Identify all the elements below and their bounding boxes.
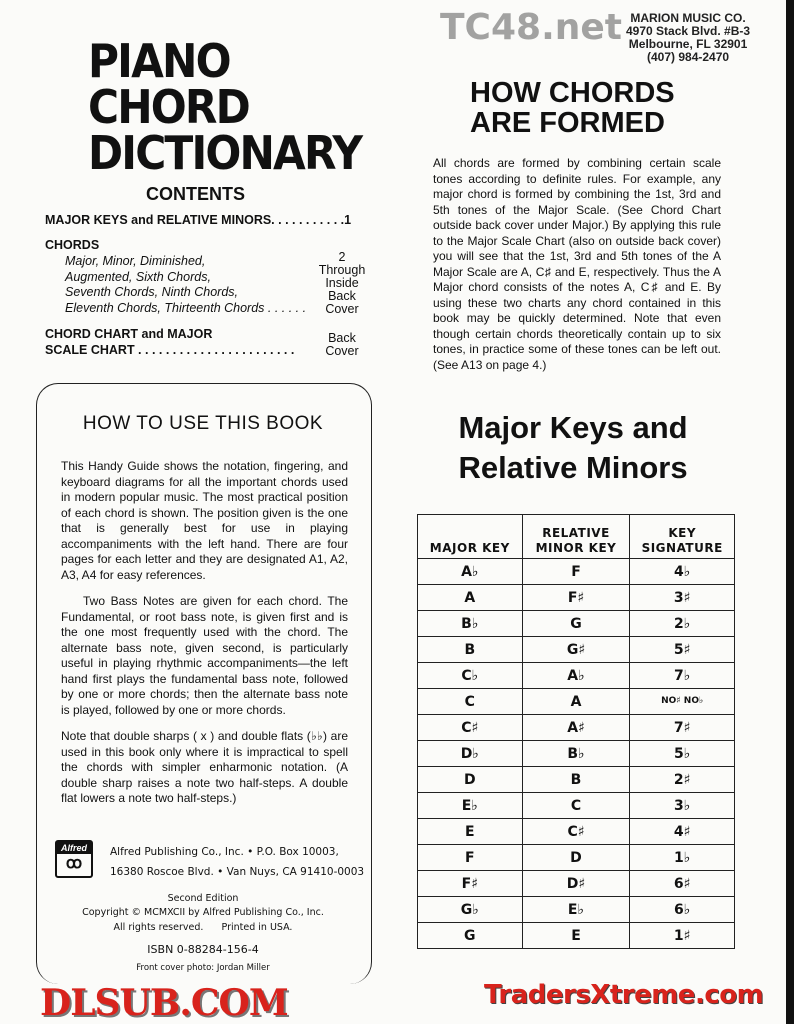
stamp-line: (407) 984-2470 xyxy=(647,50,730,64)
page-ref: Inside xyxy=(325,276,359,290)
header-major-key: MAJOR KEY xyxy=(418,515,523,559)
minor-key-cell: B xyxy=(522,767,630,793)
how-chords-heading xyxy=(470,78,675,138)
heading-line: ARE FORMED xyxy=(470,107,665,139)
table-row xyxy=(418,559,735,585)
header-key-signature: KEY SIGNATURE xyxy=(630,515,735,559)
alfred-logo xyxy=(55,840,93,878)
key-signature-cell: 1♭ xyxy=(630,845,735,871)
major-key-cell: A♭ xyxy=(418,559,523,585)
heading-line: Relative Minors xyxy=(458,450,688,485)
key-signature-cell: 5♭ xyxy=(630,741,735,767)
stamp-line: MARION MUSIC CO. xyxy=(630,11,746,25)
key-signature-cell: 6♯ xyxy=(630,871,735,897)
table-row xyxy=(418,663,735,689)
table-row xyxy=(418,689,735,715)
table-row xyxy=(418,923,735,949)
logo-text: Alfred xyxy=(57,842,91,854)
toc-line: Seventh Chords, Ninth Chords, xyxy=(65,285,239,299)
title-line: DICTIONARY xyxy=(88,126,362,180)
key-signature-cell: 5♯ xyxy=(630,637,735,663)
key-signature-cell: 1♯ xyxy=(630,923,735,949)
major-key-cell: C xyxy=(418,689,523,715)
title-line: CHORD xyxy=(88,80,249,134)
minor-key-cell: A♯ xyxy=(522,715,630,741)
minor-key-cell: D♯ xyxy=(522,871,630,897)
key-signature-cell: 6♭ xyxy=(630,897,735,923)
minor-key-cell: F xyxy=(522,559,630,585)
toc-chart-line2: SCALE CHART . . . . . . . . . . . . . . . . . . . . . . . xyxy=(45,343,295,357)
table-row xyxy=(418,767,735,793)
scan-edge xyxy=(786,0,794,1024)
minor-key-cell: E♭ xyxy=(522,897,630,923)
major-key-cell: C♭ xyxy=(418,663,523,689)
toc-chords-heading: CHORDS xyxy=(45,238,100,252)
key-signature-cell: 7♭ xyxy=(630,663,735,689)
page-ref: Through xyxy=(318,263,366,277)
table-row xyxy=(418,637,735,663)
publisher-line1: Alfred Publishing Co., Inc. • P.O. Box 10003, xyxy=(110,846,339,858)
title-line: PIANO xyxy=(88,34,230,88)
table-row xyxy=(418,845,735,871)
major-key-cell: C♯ xyxy=(418,715,523,741)
how-to-text xyxy=(61,459,348,818)
key-signature-cell: 4♯ xyxy=(630,819,735,845)
how-to-paragraph: This Handy Guide shows the notation, fingering, and keyboard diagrams for all the important chords used in modern popular music. The most practical position of each chord is shown. The position given is the one that is generally best for use in playing accompaniments with the left hand. There are four pages for each letter and they are designated A1, A2, A3, A4 for easy references. xyxy=(61,459,348,582)
minor-key-cell: G xyxy=(522,611,630,637)
minor-key-cell: D xyxy=(522,845,630,871)
toc-line: Augmented, Sixth Chords, xyxy=(65,269,211,284)
minor-key-cell: C xyxy=(522,793,630,819)
toc-chart-pages xyxy=(314,332,370,358)
minor-key-cell: G♯ xyxy=(522,637,630,663)
photo-credit: Front cover photo: Jordan Miller xyxy=(136,963,270,973)
key-signature-cell: 4♭ xyxy=(630,559,735,585)
toc-chord-pages xyxy=(314,251,370,316)
major-key-cell: G xyxy=(418,923,523,949)
publisher-line2: 16380 Roscoe Blvd. • Van Nuys, CA 91410-0003 xyxy=(110,866,365,878)
key-signature-cell: 7♯ xyxy=(630,715,735,741)
table-row xyxy=(418,897,735,923)
page-ref: Cover xyxy=(325,344,359,358)
major-key-cell: D♭ xyxy=(418,741,523,767)
major-key-cell: F xyxy=(418,845,523,871)
how-to-heading: HOW TO USE THIS BOOK xyxy=(82,413,324,434)
table-heading xyxy=(418,408,728,488)
rights: All rights reserved. Printed in USA. xyxy=(113,922,293,933)
how-to-paragraph: Note that double sharps ( x ) and double flats (♭♭) are used in this book only where it is impractical to spell the chords with simpler enharmonic notation. (A double sharp raises a note two half-steps. A double flat lowers a note two half-steps.) xyxy=(61,729,348,805)
minor-key-cell: A♭ xyxy=(522,663,630,689)
major-key-cell: E xyxy=(418,819,523,845)
key-signature-cell: 2♯ xyxy=(630,767,735,793)
toc-line: Eleventh Chords, Thirteenth Chords . . . . . . xyxy=(65,300,307,315)
heading-line: HOW CHORDS xyxy=(470,77,675,109)
minor-key-cell: A xyxy=(522,689,630,715)
major-key-cell: G♭ xyxy=(418,897,523,923)
major-key-cell: A xyxy=(418,585,523,611)
table-row xyxy=(418,819,735,845)
stamp-line: Melbourne, FL 32901 xyxy=(628,37,748,51)
table-row xyxy=(418,871,735,897)
key-signature-cell: 3♯ xyxy=(630,585,735,611)
how-chords-text: All chords are formed by combining certain scale tones according to definite rules. For example, any major chord is formed by combining the 1st, 3rd and 5th tones of the Major Scale. (See Chord Chart outside back cover under Major.) By applying this rule to the Major Scale Chart (also on outside back cover) you will see that the 1st, 3rd and 5th tones of the A Major Scale are A, C♯ and E, respectively. Thus the A Major chord consists of the notes A, C♯ and E. By using these two charts any chord contained in this book may be quickly determined. Note that even though certain chords theoretically contain up to six tones, in practice some of these tones can be left out. (See A13 on page 4.) xyxy=(433,156,721,372)
major-keys-table xyxy=(417,514,735,949)
store-stamp xyxy=(626,12,750,64)
copyright: Copyright © MCMXCII by Alfred Publishing Co., Inc. xyxy=(82,907,324,918)
logo-mark: ꝏ xyxy=(65,855,83,872)
key-signature-cell: NO♯ NO♭ xyxy=(630,689,735,715)
minor-key-cell: E xyxy=(522,923,630,949)
minor-key-cell: C♯ xyxy=(522,819,630,845)
page-ref: Cover xyxy=(325,302,359,316)
page-ref: Back xyxy=(328,289,356,303)
toc-chart-line1: CHORD CHART and MAJOR xyxy=(45,327,213,341)
book-title xyxy=(88,34,362,180)
major-key-cell: B♭ xyxy=(418,611,523,637)
key-signature-cell: 2♭ xyxy=(630,611,735,637)
page-ref: Back xyxy=(328,331,356,345)
page-ref: 2 xyxy=(338,250,346,264)
table-row xyxy=(418,715,735,741)
how-to-paragraph: Two Bass Notes are given for each chord. The Fundamental, or root bass note, is given first and is the one most frequently used with the chord. The alternate bass note, given second, is particularly useful in playing rhythmic accompaniments—the left hand first plays the fundamental bass note, followed by one or more chords; then the alternate bass note is played, followed by one or more chords. xyxy=(61,594,348,717)
toc-chord-types xyxy=(65,254,306,316)
key-signature-cell: 3♭ xyxy=(630,793,735,819)
minor-key-cell: F♯ xyxy=(522,585,630,611)
table-row xyxy=(418,611,735,637)
toc-major-keys: MAJOR KEYS and RELATIVE MINORS. . . . . . . . . . .1 xyxy=(45,213,352,227)
minor-key-cell: B♭ xyxy=(522,741,630,767)
table-row xyxy=(418,793,735,819)
header-relative-minor: RELATIVE MINOR KEY xyxy=(522,515,630,559)
major-key-cell: F♯ xyxy=(418,871,523,897)
toc-line: Major, Minor, Diminished, xyxy=(65,254,206,268)
major-key-cell: D xyxy=(418,767,523,793)
watermark-tc48: TC48.net xyxy=(440,7,623,48)
table-row xyxy=(418,585,735,611)
major-key-cell: B xyxy=(418,637,523,663)
isbn: ISBN 0-88284-156-4 xyxy=(147,943,259,956)
table-row xyxy=(418,741,735,767)
stamp-line: 4970 Stack Blvd. #B-3 xyxy=(626,24,751,38)
watermark-dlsub: DLSUB.COM xyxy=(40,982,288,1024)
major-key-cell: E♭ xyxy=(418,793,523,819)
heading-line: Major Keys and xyxy=(458,410,688,445)
edition: Second Edition xyxy=(167,893,239,904)
contents-heading: CONTENTS xyxy=(146,184,245,204)
watermark-tradersxtreme: TradersXtreme.com xyxy=(484,980,764,1010)
